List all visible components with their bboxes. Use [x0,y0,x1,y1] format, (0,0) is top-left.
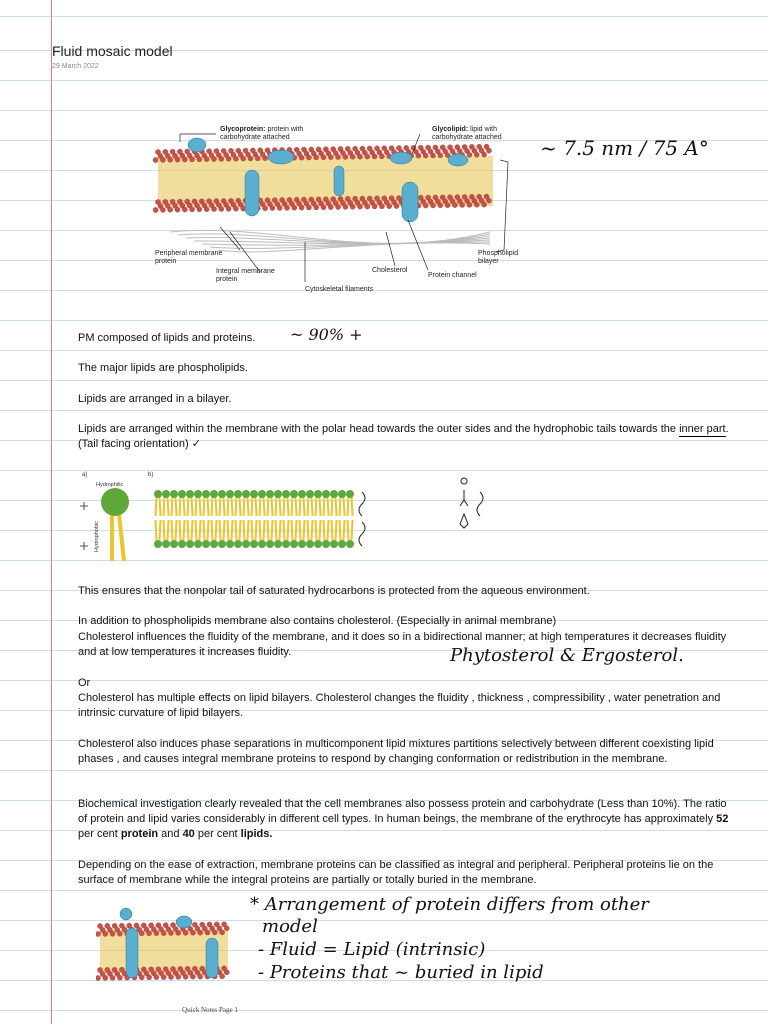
phospholipid-bilayer-figure [72,466,502,564]
text-nonpolar-tail: This ensures that the nonpolar tail of saturated hydrocarbons is protected from the aqueous environment. [78,585,590,597]
handwritten-check-mark: ✓ [191,438,201,450]
figure-label-a: a) [82,472,88,478]
label-cytoskeletal: Cytoskeletal filaments [305,286,374,293]
handwritten-percent: ~ 90% + [290,325,363,344]
label-glycolipid: Glycolipid: lipid with carbohydrate attached [432,126,502,141]
text-bilayer: Lipids are arranged in a bilayer. [78,393,232,405]
handwritten-note-fluid: - Fluid = Lipid (intrinsic) [258,939,486,960]
label-integral-protein: Integral membrane protein [216,268,275,283]
single-phospholipid [101,488,129,561]
label-protein-channel: Protein channel [428,272,477,279]
page-date: 29 March 2022 [52,63,99,70]
page-footer: Quick Notes Page 1 [182,1006,238,1014]
label-hydrophilic: Hydrophilic [96,482,124,488]
membrane-diagram [150,122,530,297]
page-title: Fluid mosaic model [52,43,173,59]
text-pm-composition: PM composed of lipids and proteins. [78,332,256,344]
text-or: Or [78,677,91,689]
text-cholesterol-effects: Cholesterol has multiple effects on lipid bilayers. Cholesterol changes the fluidity , thickness , compressibility , water penetration and intrinsic curvature of lipid bilayers. [78,692,721,719]
text-major-lipids: The major lipids are phospholipids. [78,362,248,374]
handwritten-thickness: ~ 7.5 nm / 75 A° [540,136,709,160]
label-cholesterol: Cholesterol [372,267,408,274]
underlined-inner-part: inner part [679,423,726,435]
handwritten-note-proteins: - Proteins that ~ buried in lipid [258,962,544,983]
label-hydrophobic: Hydrophobic [94,521,100,552]
membrane-diagram-crop [96,898,232,1003]
handwritten-note-arrangement: * Arrangement of protein differs from other [250,894,649,915]
text-biochemical-investigation: Biochemical investigation clearly revealed that the cell membranes also possess protein and carbohydrate (Less than 10%). The ratio of protein and lipid varies considerably in different cell types. In human beings, the membrane of the erythrocyte has approximately 52 per cent protein and 40 per cent lipids. [78,798,729,840]
margin-line [51,0,52,1024]
label-peripheral-protein: Peripheral membrane protein [155,250,223,265]
handwritten-note-model: model [262,916,318,937]
figure-label-b: b) [148,472,154,478]
text-lipid-arrangement: Lipids are arranged within the membrane with the polar head towards the outer sides and the hydrophobic tails towards the inner part. (Tail facing orientation) ✓ [78,423,729,450]
text-phase-separations: Cholesterol also induces phase separations in multicomponent lipid mixtures partitions selectively between different coexisting lipid phases , and causes integral membrane proteins to respond by changing conformation or redistribution in the membrane. [78,738,714,765]
label-glycoprotein: Glycoprotein: protein with carbohydrate attached [220,126,304,141]
label-phospholipid-bilayer: Phospholipid bilayer [478,250,519,265]
text-membrane-protein-classes: Depending on the ease of extraction, membrane proteins can be classified as integral and peripheral. Peripheral proteins lie on the surface of membrane while the integral proteins are partially or totally buried in the membrane. [78,859,714,886]
text-cholesterol-intro: In addition to phospholipids membrane also contains cholesterol. (Especially in animal membrane) [78,615,557,627]
handwritten-sterols: Phytosterol & Ergosterol. [450,645,684,666]
text-cholesterol-fluidity: Cholesterol influences the fluidity of the membrane, and it does so in a bidirectional manner; at high temperatures it decreases fluidity and at low temperatures it increases fluidity. [78,631,727,658]
